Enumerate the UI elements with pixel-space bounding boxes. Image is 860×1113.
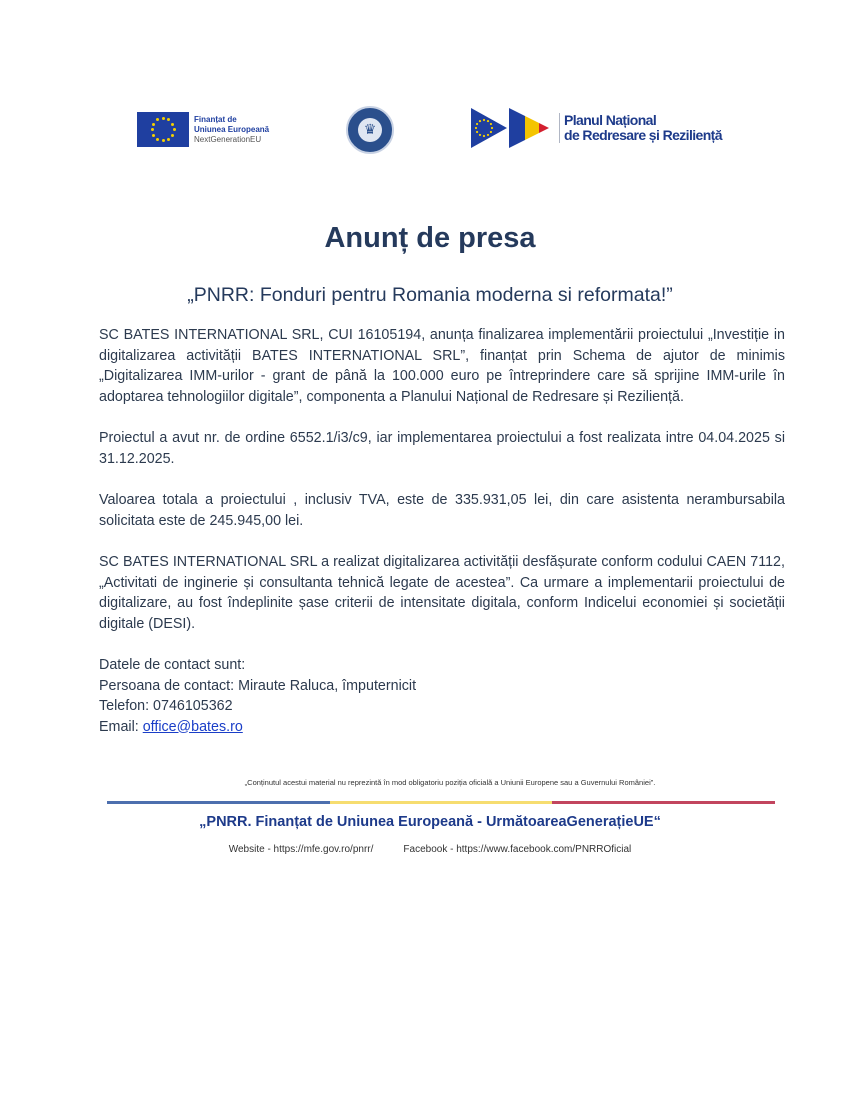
eu-star-icon [151, 128, 154, 131]
footer-website-link[interactable]: Website - https://mfe.gov.ro/pnrr/ [228, 844, 374, 855]
eu-star-icon [171, 123, 174, 126]
footer-slogan: „PNRR. Finanțat de Uniunea Europeană - UrmătoareaGenerațieUE“ [199, 814, 661, 830]
eu-star-icon [152, 123, 155, 126]
pnrr-logo-line2: de Redresare și Reziliență [564, 127, 722, 143]
pnrr-star-icon [476, 123, 478, 125]
eu-star-icon [167, 118, 170, 121]
paragraph-project-value: Valoarea totala a proiectului , inclusiv TVA, este de 335.931,05 lei, din care asistenta nerambursabila solicitata este de 245.945,00 lei. [99, 492, 785, 529]
contact-section [99, 655, 785, 737]
pnrr-logo [471, 106, 722, 150]
contact-email-link[interactable]: office@bates.ro [142, 718, 243, 735]
eu-star-icon [156, 118, 159, 121]
eu-star-icon [152, 134, 155, 137]
pnrr-logo-line1: Planul Național [564, 112, 657, 128]
contact-intro: Datele de contact sunt: [99, 657, 246, 673]
pnrr-logo-text [559, 113, 722, 143]
page-subtitle: „PNRR: Fonduri pentru Romania moderna si reformata!” [187, 284, 673, 306]
logo-bar [0, 104, 860, 156]
press-release-body [99, 325, 785, 737]
ro-red-band [539, 123, 549, 133]
pnrr-star-icon [490, 131, 492, 133]
eu-star-icon [156, 138, 159, 141]
eu-star-icon [171, 134, 174, 137]
eu-logo-line2: Uniunea Europeană [194, 124, 270, 134]
pnrr-star-icon [487, 134, 489, 136]
contact-email-label: Email: [99, 718, 143, 735]
eu-logo-line1: Finanțat de [194, 114, 237, 124]
pnrr-star-icon [475, 127, 477, 129]
eu-star-icon [162, 117, 165, 120]
page-title: Anunț de presa [324, 222, 536, 254]
ro-blue-band [509, 108, 525, 148]
contact-person: Persoana de contact: Miraute Raluca, împuternicit [99, 677, 417, 694]
paragraph-project-announcement: SC BATES INTERNATIONAL SRL, CUI 16105194, anunța finalizarea implementării proiectului „Investiție in digitalizarea activității BATES INTERNATIONAL SRL”, finanțat prin Schema de ajutor de minimis „Digitalizarea IMM-urilor - grant de până la 100.000 euro pe întreprindere care să sprijine IMM-urile în adoptarea tehnologiilor digitale”, componenta a Planului Național de Redresare și Reziliență. [99, 327, 785, 405]
eu-funding-logo [137, 112, 269, 147]
pnrr-star-icon [483, 135, 485, 137]
divider-blue-segment [107, 801, 330, 804]
pnrr-star-icon [479, 134, 481, 136]
ro-yellow-band [525, 116, 539, 140]
footer-disclaimer: „Conținutul acestui material nu reprezintă în mod obligatoriu poziția oficială a Uniunii Europene sau a Guvernului României”. [244, 778, 656, 787]
pnrr-star-icon [483, 119, 485, 121]
paragraph-project-number: Proiectul a avut nr. de ordine 6552.1/i3/c9, iar implementarea proiectului a fost realizata intre 04.04.2025 si 31.12.2025. [99, 430, 785, 467]
pnrr-star-icon [476, 131, 478, 133]
eu-star-icon [167, 138, 170, 141]
contact-email-row [99, 717, 785, 738]
pnrr-star-icon [487, 120, 489, 122]
footer [0, 778, 860, 855]
divider-yellow-segment [330, 801, 553, 804]
divider-red-segment [552, 801, 775, 804]
tricolor-divider [107, 801, 775, 804]
romanian-government-seal-icon [346, 106, 394, 154]
footer-facebook-link[interactable]: Facebook - https://www.facebook.com/PNRROficial [403, 844, 632, 855]
pnrr-star-icon [490, 123, 492, 125]
coat-of-arms-icon: ♛ [358, 118, 382, 142]
eu-star-icon [173, 128, 176, 131]
eu-star-icon [162, 139, 165, 142]
pnrr-arrows-icon [471, 106, 553, 150]
eu-logo-line3: NextGenerationEU [194, 134, 262, 144]
pnrr-star-icon [491, 127, 493, 129]
footer-links [0, 844, 860, 855]
paragraph-digitalization: SC BATES INTERNATIONAL SRL a realizat digitalizarea activității desfășurate conform codului CAEN 7112, „Activitati de inginerie și consultanta tehnică legate de acestea”. Ca urmare a implementarii proiectului de digitalizare, au fost îndeplinite șase criterii de intensitate digitala, conform Indicelui economiei și societății digitale (DESI). [99, 554, 785, 632]
pnrr-star-icon [479, 120, 481, 122]
eu-flag-icon [137, 112, 189, 147]
eu-funding-text [194, 115, 269, 145]
contact-phone: Telefon: 0746105362 [99, 698, 233, 714]
